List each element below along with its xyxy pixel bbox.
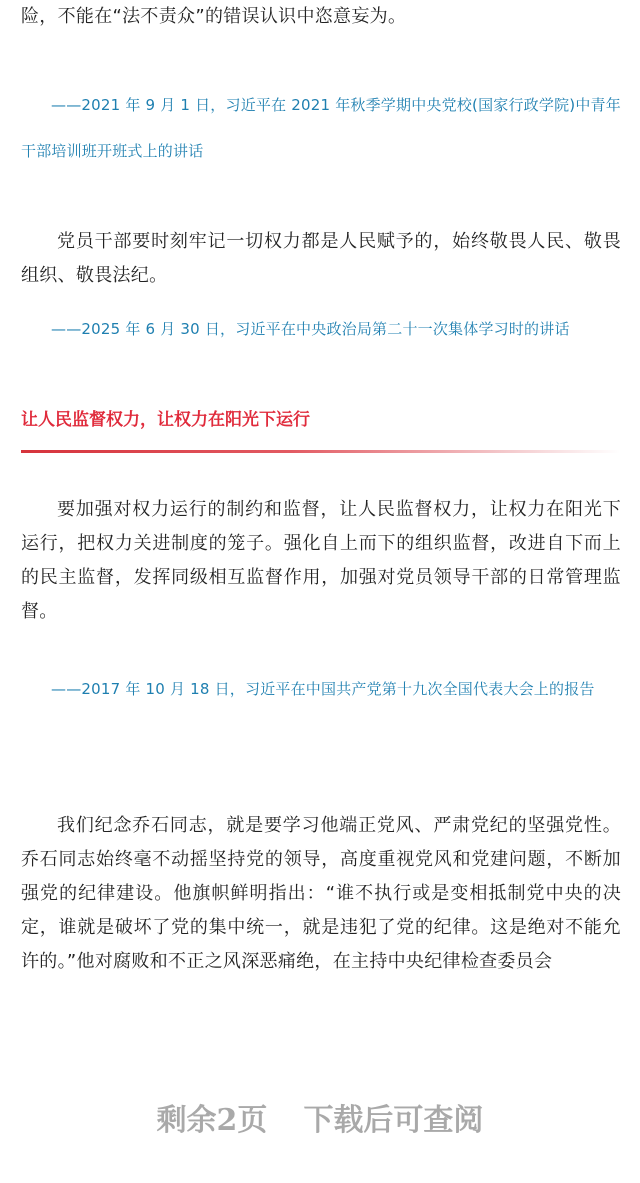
download-to-view-label[interactable]: 下载后可查阅 [303,1103,484,1138]
paragraph-qiao-shi: 我们纪念乔石同志，就是要学习他端正党风、严肃党纪的坚强党性。乔石同志始终毫不动摇坚持党的领导，高度重视党风和党建问题，不断加强党的纪律建设。他旗帜鲜明指出：“谁不执行或是变相抵制党中央的决定，谁就是破坏了党的集中统一，就是违犯了党的纪律。这是绝对不能允许的。”他对腐败和不正之风深恶痛绝，在主持中央纪律检查委员会 [21,815,621,972]
section-heading: 让人民监督权力，让权力在阳光下运行 [21,410,310,430]
quote-source-2017: ——2017 年 10 月 18 日，习近平在中国共产党第十九次全国代表大会上的报告 [51,680,595,698]
quote-source-2021: ——2021 年 9 月 1 日，习近平在 2021 年秋季学期中央党校(国家行政学院)中青年干部培训班开班式上的讲话 [21,96,621,160]
paragraph-continuation: 险，不能在“法不责众”的错误认识中恣意妄为。 [21,6,407,27]
download-banner[interactable] [0,1094,640,1148]
heading-divider [21,450,620,453]
paragraph-power-from-people: 党员干部要时刻牢记一切权力都是人民赋予的，始终敬畏人民、敬畏组织、敬畏法纪。 [21,231,621,286]
quote-source-2025: ——2025 年 6 月 30 日，习近平在中央政治局第二十一次集体学习时的讲话 [51,320,570,338]
paragraph-supervision: 要加强对权力运行的制约和监督，让人民监督权力，让权力在阳光下运行，把权力关进制度的笼子。强化自上而下的组织监督，改进自下而上的民主监督，发挥同级相互监督作用，加强对党员领导干部的日常管理监督。 [21,499,621,622]
remaining-pages-label: 剩余2页 [156,1103,268,1138]
